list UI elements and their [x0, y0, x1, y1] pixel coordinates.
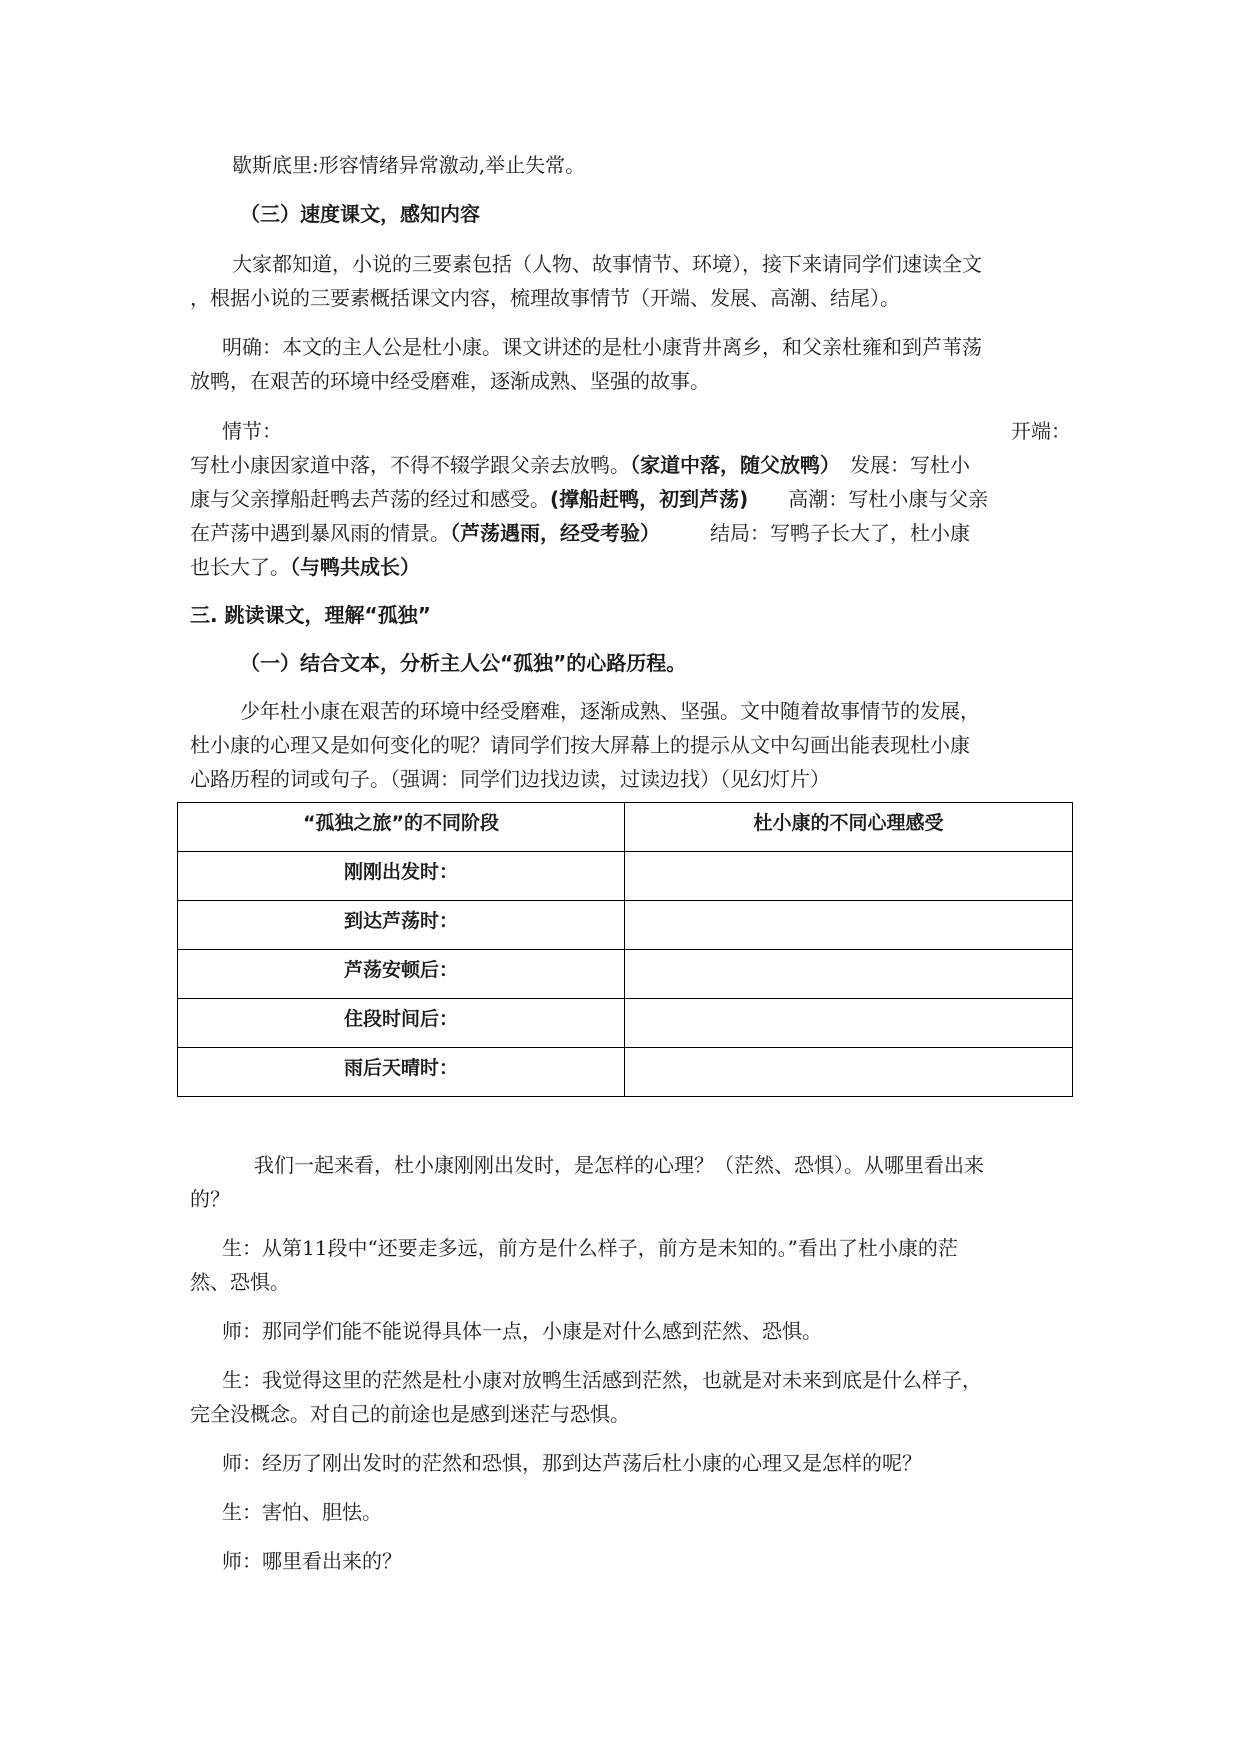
- stage-cell: 芦荡安顿后：: [178, 950, 625, 999]
- feeling-cell: [625, 1048, 1073, 1097]
- dialogue-student-2-line2: 完全没概念。对自己的前途也是感到迷茫与恐惧。: [190, 1402, 630, 1426]
- stages-table: [177, 802, 1073, 1097]
- table-row: [178, 1048, 1073, 1097]
- section-heading-3: （三）速度课文，感知内容: [240, 202, 480, 226]
- stage-cell: 雨后天晴时：: [178, 1048, 625, 1097]
- paragraph-definition: 歇斯底里:形容情绪异常激动,举止失常。: [232, 153, 586, 177]
- feeling-cell: [625, 852, 1073, 901]
- plot-text: 高潮：写杜小康与父亲: [748, 487, 989, 511]
- plot-line3: [190, 516, 1070, 550]
- dialogue-student-1-line1: 生：从第11段中“还要走多远，前方是什么样子，前方是未知的。”看出了杜小康的茫: [222, 1236, 958, 1260]
- paragraph-clarify-line1: 明确：本文的主人公是杜小康。课文讲述的是杜小康背井离乡，和父亲杜雍和到芦苇荡: [222, 335, 982, 359]
- table-row: [178, 852, 1073, 901]
- section-heading-three: 三. 跳读课文，理解“孤独”: [190, 603, 431, 627]
- dialogue-teacher-3: 师：哪里看出来的？: [222, 1549, 402, 1573]
- plot-line1: [190, 448, 1070, 482]
- stage-cell: 住段时间后：: [178, 999, 625, 1048]
- dialogue-student-3: 生：害怕、胆怯。: [222, 1500, 382, 1524]
- dialogue-teacher-1: 师：那同学们能不能说得具体一点，小康是对什么感到茫然、恐惧。: [222, 1319, 822, 1343]
- feeling-cell: [625, 901, 1073, 950]
- plot-text: 结局：写鸭子长大了，杜小康: [650, 521, 970, 545]
- table-row: [178, 901, 1073, 950]
- plot-summary-bold: (撑船赶鸭，初到芦荡): [550, 487, 749, 511]
- plot-line4: [190, 550, 1070, 584]
- plot-text: 康与父亲撑船赶鸭去芦荡的经过和感受。: [190, 487, 550, 511]
- paragraph-task-line3: 心路历程的词或句子。（强调：同学们边找边读，过读边找）（见幻灯片）: [190, 767, 830, 791]
- plot-text: 写杜小康因家道中落，不得不辍学跟父亲去放鸭。: [190, 453, 630, 477]
- plot-summary-bold: （与鸭共成长）: [290, 555, 420, 579]
- feeling-cell: [625, 950, 1073, 999]
- table-row: [178, 999, 1073, 1048]
- table-header-cell: “孤独之旅”的不同阶段: [178, 803, 625, 852]
- subsection-heading-1: （一）结合文本，分析主人公“孤独”的心路历程。: [240, 651, 687, 675]
- plot-text: 发展：写杜小: [830, 453, 970, 477]
- dialogue-student-1-line2: 然、恐惧。: [190, 1270, 290, 1294]
- table-header-row: [178, 803, 1073, 852]
- table-header-cell: 杜小康的不同心理感受: [625, 803, 1073, 852]
- plot-text: 也长大了。: [190, 555, 290, 579]
- feeling-cell: [625, 999, 1073, 1048]
- paragraph-clarify-line2: 放鸭，在艰苦的环境中经受磨难，逐渐成熟、坚强的故事。: [190, 369, 710, 393]
- plot-summary-bold: （家道中落，随父放鸭）: [630, 453, 830, 477]
- stage-cell: 到达芦荡时：: [178, 901, 625, 950]
- plot-beginning-label: 开端：: [1011, 419, 1071, 443]
- paragraph-task-line1: 少年杜小康在艰苦的环境中经受磨难，逐渐成熟、坚强。文中随着故事情节的发展，: [240, 699, 980, 723]
- paragraph-intro-line2: ，根据小说的三要素概括课文内容，梳理故事情节（开端、发展、高潮、结尾）。: [190, 286, 900, 310]
- paragraph-discussion-line2: 的？: [190, 1187, 230, 1211]
- stage-cell: 刚刚出发时：: [178, 852, 625, 901]
- table-row: [178, 950, 1073, 999]
- paragraph-discussion-line1: 我们一起来看，杜小康刚刚出发时，是怎样的心理？（茫然、恐惧）。从哪里看出来: [254, 1153, 984, 1177]
- plot-label: 情节：: [222, 419, 282, 443]
- plot-summary-bold: （芦荡遇雨，经受考验）: [450, 521, 650, 545]
- dialogue-teacher-2: 师：经历了刚出发时的茫然和恐惧，那到达芦荡后杜小康的心理又是怎样的呢？: [222, 1451, 922, 1475]
- paragraph-task-line2: 杜小康的心理又是如何变化的呢？请同学们按大屏幕上的提示从文中勾画出能表现杜小康: [190, 733, 970, 757]
- plot-line2: [190, 482, 1070, 516]
- paragraph-intro-line1: 大家都知道，小说的三要素包括（人物、故事情节、环境），接下来请同学们速读全文: [232, 252, 982, 276]
- dialogue-student-2-line1: 生：我觉得这里的茫然是杜小康对放鸭生活感到茫然，也就是对未来到底是什么样子，: [222, 1368, 982, 1392]
- plot-text: 在芦荡中遇到暴风雨的情景。: [190, 521, 450, 545]
